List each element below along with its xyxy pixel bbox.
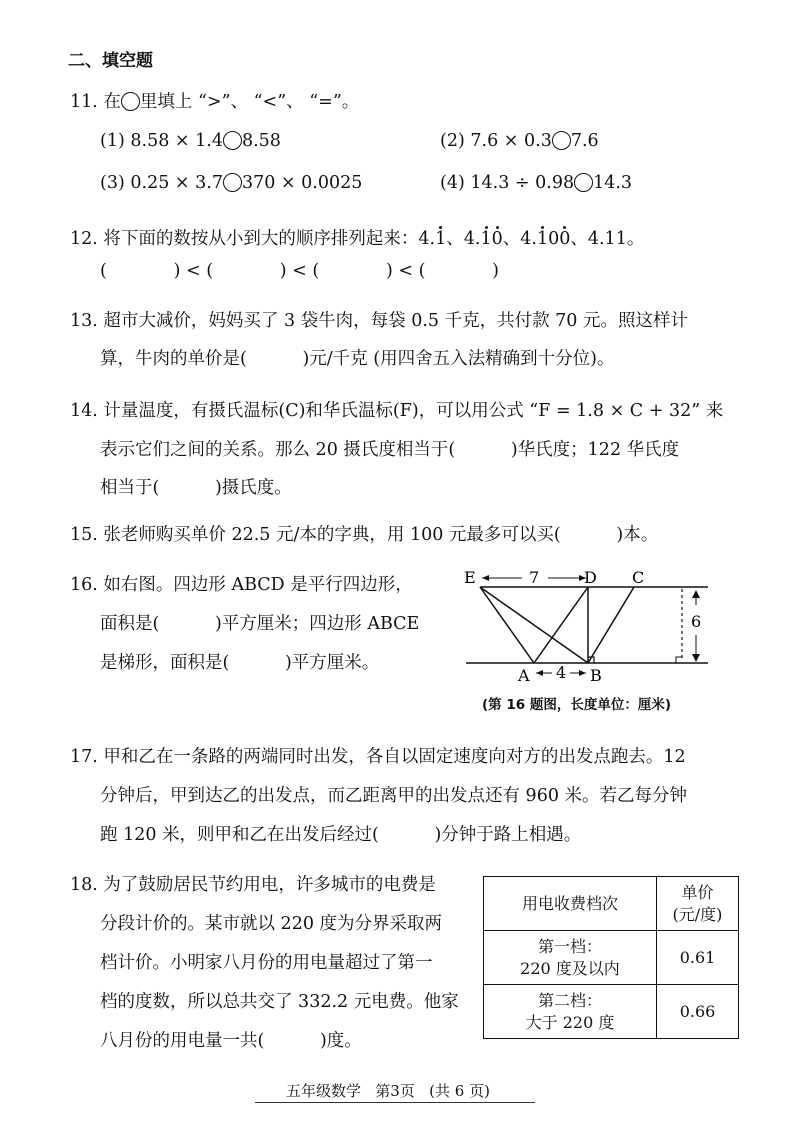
number-3: 4.100 [520,229,571,249]
q11-item-2 [440,131,599,151]
vertex-a: A [518,666,530,685]
separator: 、 [570,229,588,249]
item-right-expr: 14.3 [593,173,633,193]
item-label: (2) [440,131,465,151]
vertex-c: C [632,568,645,587]
q16-line-2: 面积是( )平方厘米；四边形 ABCE [100,614,420,634]
section-title: 二、填空题 [68,51,153,71]
q18-line-5: 八月份的用电量一共( )度。 [100,1031,362,1051]
page-footer: 五年级数学 第3页 (共 6 页) [286,1082,490,1100]
compare-circle-icon[interactable] [223,131,242,150]
q15-line-1: 15. 张老师购买单价 22.5 元/本的字典，用 100 元最多可以买( )本。 [70,525,659,545]
q12-stem [70,225,644,250]
vertex-b: B [590,666,602,685]
q14-line-3: 相当于( )摄氏度。 [100,478,292,498]
number-2: 4.10 [463,229,503,249]
q17-line-3: 跑 120 米，则甲和乙在出发后经过( )分钟于路上相遇。 [100,825,582,845]
tier-1-cell: 第一档： 220 度及以内 [484,931,657,985]
q11-prefix: 11. 在 [70,92,121,112]
q18-line-3: 档计价。小明家八月份的用电量超过了第一 [100,953,433,973]
q18-line-2: 分段计价的。某市就以 220 度为分界采取两 [100,914,443,934]
compare-circle-icon[interactable] [223,173,242,192]
number-1: 4.1 [418,229,447,249]
q13-line-1: 13. 超市大减价，妈妈买了 3 袋牛肉，每袋 0.5 千克，共付款 70 元。照这样计 [70,311,689,331]
item-label: (3) [100,173,125,193]
tier-2-price: 0.66 [657,985,739,1039]
number-4: 4.11。 [587,229,645,249]
q11-rest: 里填上 “>”、 “<”、 “=”。 [139,92,360,112]
header-tier: 用电收费档次 [484,877,657,931]
q11-stem [70,88,359,113]
item-left-expr: 0.25 × 3.7 [130,173,223,193]
separator: 、 [502,229,521,249]
item-right-expr: 8.58 [241,131,281,151]
compare-circle-icon[interactable] [552,131,571,150]
figure-caption: (第 16 题图，长度单位：厘米) [482,697,672,713]
answer-circle-icon [121,92,140,111]
q13-line-2: 算，牛肉的单价是( )元/千克 (用四舍五入法精确到十分位)。 [100,349,615,369]
tier-1-price: 0.61 [657,931,739,985]
item-right-expr: 7.6 [570,131,599,151]
item-left-expr: 7.6 × 0.3 [470,131,552,151]
vertex-e: E [464,568,476,587]
item-left-expr: 14.3 ÷ 0.98 [470,173,575,193]
q17-line-2: 分钟后，甲到达乙的出发点，而乙距离甲的出发点还有 960 米。若乙每分钟 [100,786,688,806]
q12-text: 12. 将下面的数按从小到大的顺序排列起来： [70,229,419,249]
item-label: (1) [100,131,125,151]
q16-line-1: 16. 如右图。四边形 ABCD 是平行四边形， [70,575,413,595]
q14-line-1: 14. 计量温度，有摄氏温标(C)和华氏温标(F)，可以用公式 “F = 1.8 × C + 32” 来 [70,401,724,421]
q16-line-3: 是梯形，面积是( )平方厘米。 [100,653,380,673]
footer-rule [255,1102,535,1103]
item-left-expr: 8.58 × 1.4 [130,131,223,151]
q11-item-3 [100,173,362,193]
item-label: (4) [440,173,465,193]
q17-line-1: 17. 甲和乙在一条路的两端同时出发，各自以固定速度向对方的出发点跑去。12 [70,747,686,767]
tier-2-cell: 第二档： 大于 220 度 [484,985,657,1039]
top-length-label: 7 [529,568,540,587]
q11-item-4 [440,173,632,193]
q18-line-1: 18. 为了鼓励居民节约用电，许多城市的电费是 [70,875,436,895]
q18-line-4: 档的度数，所以总共交了 332.2 元电费。他家 [100,992,459,1012]
height-label: 6 [691,612,702,631]
parallelogram-figure [456,565,716,690]
separator: 、 [446,229,464,249]
q11-item-1 [100,131,281,151]
compare-circle-icon[interactable] [574,173,593,192]
q12-answer-blanks[interactable]: ( ) < ( ) < ( ) < ( ) [100,261,499,281]
item-right-expr: 370 × 0.0025 [241,173,363,193]
bottom-length-label: 4 [556,663,567,682]
electricity-fee-table [483,876,739,1039]
q14-line-2: 表示它们之间的关系。那么 20 摄氏度相当于( )华氏度；122 华氏度 [100,440,680,460]
header-price: 单价 (元/度) [657,877,739,931]
vertex-d: D [584,568,597,587]
